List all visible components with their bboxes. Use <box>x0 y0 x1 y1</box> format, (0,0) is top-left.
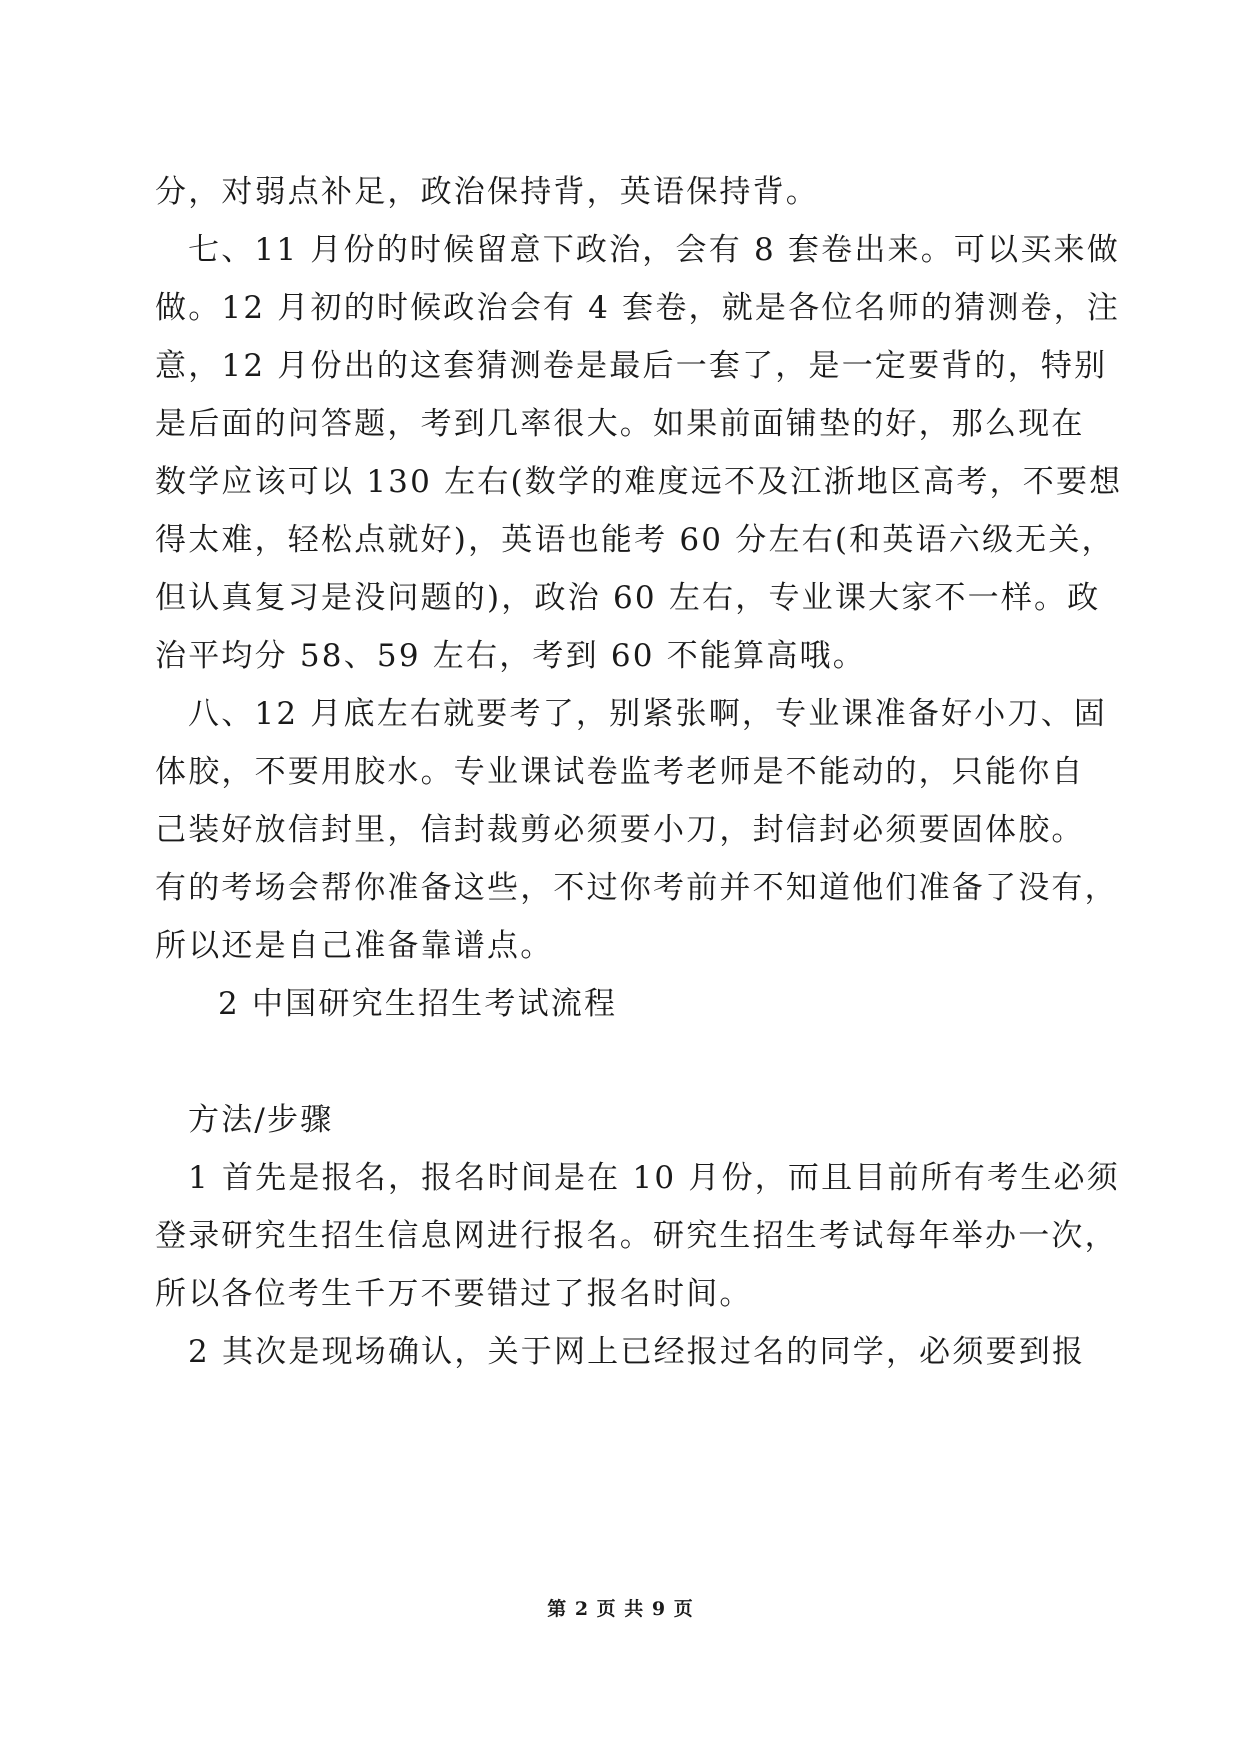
paragraph-line: 七、11 月份的时候留意下政治，会有 8 套卷出来。可以买来做 <box>188 232 1120 268</box>
paragraph-line: 治平均分 58、59 左右，考到 60 不能算高哦。 <box>155 638 866 674</box>
page-footer: 第 2 页 共 9 页 <box>547 1598 694 1620</box>
paragraph-line: 所以还是自己准备靠谱点。 <box>155 928 554 964</box>
paragraph-line: 2 其次是现场确认，关于网上已经报过名的同学，必须要到报 <box>188 1334 1086 1370</box>
paragraph-line: 是后面的问答题，考到几率很大。如果前面铺垫的好，那么现在 <box>155 406 1085 442</box>
paragraph-line: 意，12 月份出的这套猜测卷是最后一套了，是一定要背的，特别 <box>155 348 1108 384</box>
paragraph-line: 但认真复习是没问题的)，政治 60 左右，专业课大家不一样。政 <box>155 580 1101 616</box>
paragraph-line: 己装好放信封里，信封裁剪必须要小刀，封信封必须要固体胶。 <box>155 812 1085 848</box>
paragraph-line: 所以各位考生千万不要错过了报名时间。 <box>155 1276 753 1312</box>
paragraph-line: 数学应该可以 130 左右(数学的难度远不及江浙地区高考，不要想 <box>155 464 1123 500</box>
subheading: 方法/步骤 <box>188 1102 334 1138</box>
paragraph-line: 1 首先是报名，报名时间是在 10 月份，而且目前所有考生必须 <box>188 1160 1120 1196</box>
paragraph-line: 体胶，不要用胶水。专业课试卷监考老师是不能动的，只能你自 <box>155 754 1085 790</box>
paragraph-line: 得太难，轻松点就好)，英语也能考 60 分左右(和英语六级无关， <box>155 522 1115 558</box>
paragraph-line: 八、12 月底左右就要考了，别紧张啊，专业课准备好小刀、固 <box>188 696 1108 732</box>
paragraph-line: 登录研究生招生信息网进行报名。研究生招生考试每年举办一次， <box>155 1218 1118 1254</box>
paragraph-line: 做。12 月初的时候政治会有 4 套卷，就是各位名师的猜测卷，注 <box>155 290 1121 326</box>
paragraph-line: 分，对弱点补足，政治保持背，英语保持背。 <box>155 174 819 210</box>
paragraph-line: 有的考场会帮你准备这些，不过你考前并不知道他们准备了没有， <box>155 870 1118 906</box>
section-heading: 2 中国研究生招生考试流程 <box>218 986 618 1022</box>
